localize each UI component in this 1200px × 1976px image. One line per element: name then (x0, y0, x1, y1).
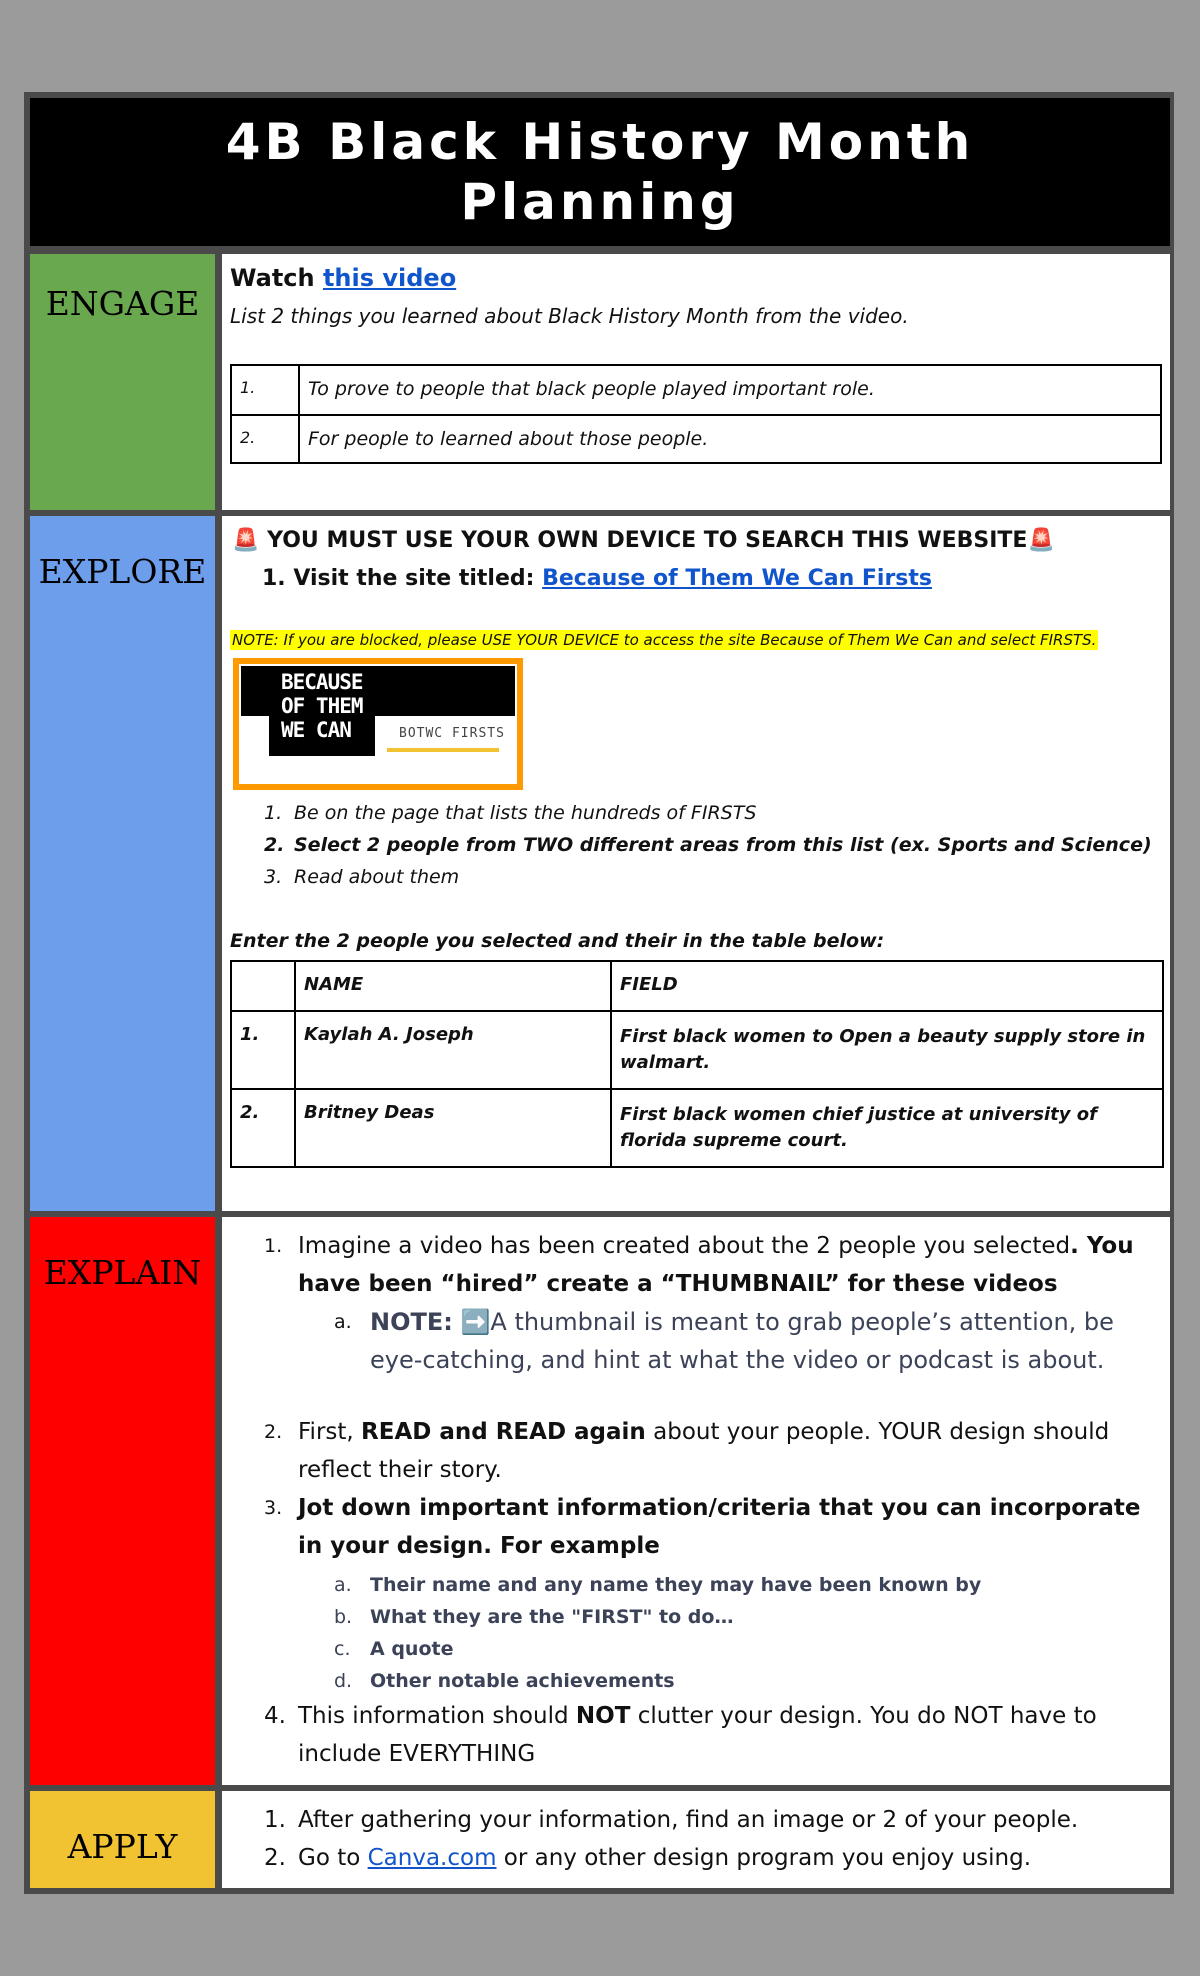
siren-icon: 🚨 (1027, 528, 1055, 553)
item-number: 2. (264, 1421, 283, 1443)
table-row (231, 1011, 1163, 1089)
step-number: 1. (264, 802, 283, 824)
step-text: Read about them (294, 866, 460, 888)
item-number: 3. (264, 1497, 283, 1519)
list-item: d. Other notable achievements (334, 1670, 675, 1692)
apply-section (222, 1791, 1170, 1888)
visit-site-line (262, 566, 932, 591)
logo-wordmark: BECAUSE OF THEM WE CAN (269, 666, 375, 756)
page-header (30, 98, 1170, 246)
logo-underline (387, 748, 499, 752)
step-number: 3. (264, 866, 283, 888)
siren-icon: 🚨 (232, 528, 260, 553)
list-item: 1. After gathering your information, find an image or 2 of your people. (264, 1807, 1079, 1833)
list-item: c. A quote (334, 1638, 454, 1660)
person-field[interactable]: First black women chief justice at university of florida supreme court. (611, 1089, 1163, 1167)
step-text: Select 2 people from TWO different areas from this list (ex. Sports and Science) (294, 834, 1152, 856)
item-text: Imagine a video has been created about the 2 people you selected (298, 1233, 1071, 1259)
canva-link[interactable]: Canva.com (367, 1845, 497, 1871)
item-bold-text: . You have been “hired” create a “THUMBNAIL” for these videos (298, 1233, 1134, 1297)
example-list (334, 1569, 981, 1697)
botwc-firsts-link[interactable]: Because of Them We Can Firsts (542, 566, 933, 591)
watch-prefix: Watch (230, 264, 323, 292)
list-item (264, 802, 756, 824)
people-table (230, 960, 1164, 1168)
note-label: NOTE: (370, 1308, 453, 1336)
step-number: 2. (264, 834, 285, 856)
header-field: FIELD (611, 961, 1163, 1011)
explore-label-cell (30, 516, 215, 1211)
item-number: 1. (264, 1235, 283, 1257)
row-number: 1. (231, 365, 299, 415)
step-text: Be on the page that lists the hundreds of FIRSTS (294, 802, 757, 824)
person-name[interactable]: Britney Deas (295, 1089, 611, 1167)
page-title: 4B Black History Month Planning (225, 113, 975, 231)
apply-label: APPLY (67, 1827, 178, 1866)
warning-text: YOU MUST USE YOUR OWN DEVICE TO SEARCH THIS WEBSITE (267, 528, 1028, 553)
list-item (264, 834, 1152, 856)
explain-label: EXPLAIN (43, 1253, 202, 1292)
engage-answer-1[interactable]: To prove to people that black people played important role. (299, 365, 1161, 415)
explore-label: EXPLORE (38, 552, 207, 591)
item-text: Jot down important information/criteria that you can incorporate in your design. For example (298, 1495, 1141, 1559)
table-row (231, 415, 1161, 463)
table-header-row (231, 961, 1163, 1011)
header-blank (231, 961, 295, 1011)
arrow-right-icon: ➡️ (460, 1308, 491, 1336)
visit-prefix: Visit the site titled: (293, 566, 543, 591)
list-item (264, 1489, 1144, 1565)
list-item (264, 866, 459, 888)
row-number: 1. (231, 1011, 295, 1089)
list-item (264, 1227, 1144, 1303)
table-row (231, 365, 1161, 415)
item-number: 4. (264, 1703, 286, 1729)
engage-answer-2[interactable]: For people to learned about those people. (299, 415, 1161, 463)
explore-section (222, 516, 1170, 1211)
person-field[interactable]: First black women to Open a beauty supply store in walmart. (611, 1011, 1163, 1089)
list-item: a. Their name and any name they may have been known by (334, 1574, 982, 1596)
blocked-note: NOTE: If you are blocked, please USE YOUR DEVICE to access the site Because of Them We Can and select FIRSTS. (232, 631, 1097, 649)
explain-section (222, 1217, 1170, 1785)
engage-table (230, 364, 1162, 464)
list-item: b. What they are the "FIRST" to do… (334, 1606, 734, 1628)
header-name: NAME (295, 961, 611, 1011)
list-item: 4. This information should NOT clutter your design. You do NOT have to include EVERYTHING (264, 1697, 1144, 1773)
botwc-logo (233, 658, 523, 790)
table-caption: Enter the 2 people you selected and their in the table below: (230, 930, 885, 952)
list-item: 2. Go to Canva.com or any other design program you enjoy using. (264, 1845, 1032, 1871)
logo-subtitle: BOTWC FIRSTS (399, 726, 505, 741)
note-letter: a. (334, 1311, 352, 1333)
row-number: 2. (231, 1089, 295, 1167)
list-item: 2. First, READ and READ again about your people. YOUR design should reflect their story. (264, 1413, 1144, 1489)
visit-number: 1. (262, 566, 286, 591)
device-warning (232, 528, 1055, 553)
engage-section (222, 254, 1170, 510)
watch-line (230, 264, 456, 292)
explain-label-cell (30, 1217, 215, 1785)
video-link[interactable]: this video (322, 264, 457, 292)
person-name[interactable]: Kaylah A. Joseph (295, 1011, 611, 1089)
thumbnail-note (334, 1303, 1134, 1379)
engage-instruction: List 2 things you learned about Black History Month from the video. (230, 304, 909, 328)
engage-label-cell (30, 254, 215, 510)
row-number: 2. (231, 415, 299, 463)
note-text: A thumbnail is meant to grab people’s attention, be eye-catching, and hint at what the video or podcast is about. (370, 1308, 1114, 1374)
engage-label: ENGAGE (45, 284, 200, 323)
apply-label-cell (30, 1791, 215, 1888)
table-row (231, 1089, 1163, 1167)
